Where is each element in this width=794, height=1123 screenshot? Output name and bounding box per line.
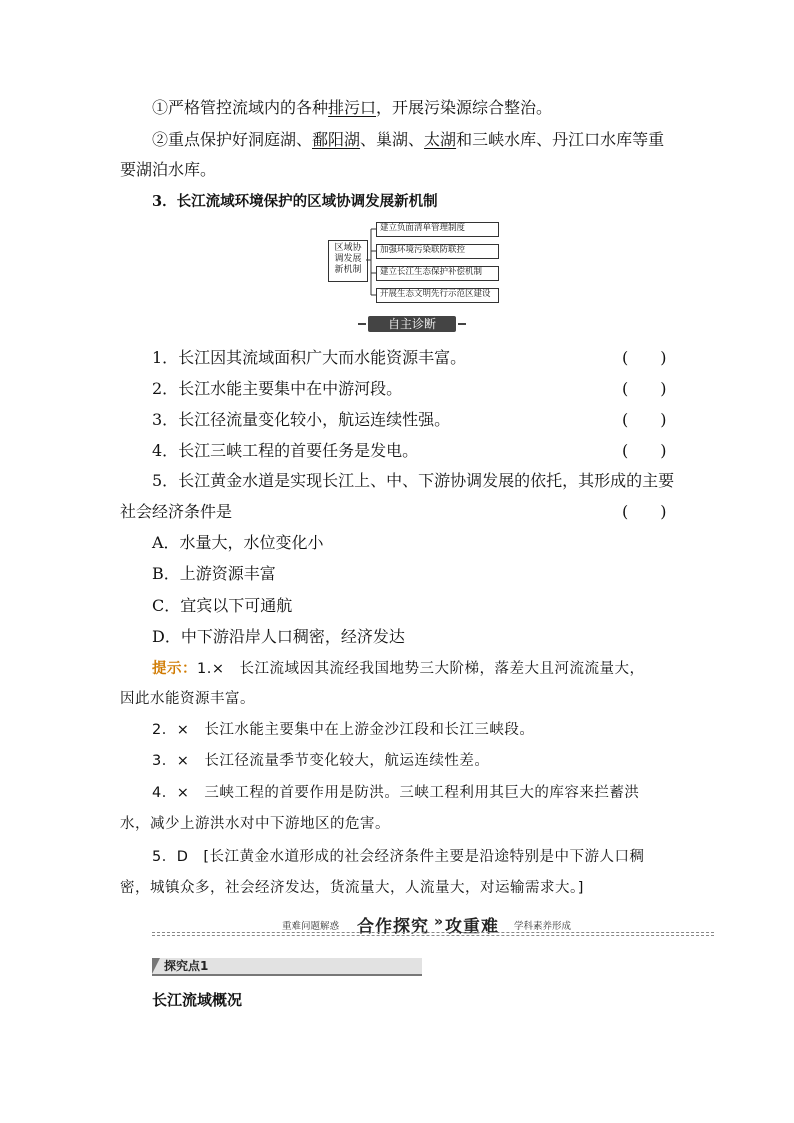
diagram-item-2: 加强环境污染联防联控 bbox=[376, 244, 499, 259]
hint-5: 5．D [长江黄金水道形成的社会经济条件主要是沿途特别是中下游人口稠 bbox=[152, 849, 645, 865]
question-4: 4．长江三峡工程的首要任务是发电。 bbox=[152, 441, 419, 460]
tag-notch-icon bbox=[152, 958, 160, 974]
option-b: B．上游资源丰富 bbox=[152, 564, 276, 583]
diagram-item-1: 建立负面清单管理制度 bbox=[376, 222, 499, 237]
banner-title-2: 攻重难 bbox=[445, 917, 499, 937]
option-d: D．中下游沿岸人口稠密，经济发达 bbox=[152, 627, 405, 646]
self-check-badge: 自主诊断 bbox=[368, 316, 456, 332]
banner-rule-1 bbox=[152, 932, 714, 933]
diagram-item-3: 建立长江生态保护补偿机制 bbox=[376, 266, 499, 281]
option-c: C．宜宾以下可通航 bbox=[152, 596, 293, 615]
hint-label: 提示： bbox=[152, 661, 197, 677]
hint-1-cont: 因此水能资源丰富。 bbox=[120, 691, 255, 707]
explore-point-tag bbox=[152, 958, 422, 976]
hint-5-cont: 密，城镇众多，社会经济发达，货流量大，人流量大，对运输需求大。] bbox=[120, 880, 584, 896]
hint-1: 提示：1.× 长江流域因其流经我国地势三大阶梯，落差大且河流流量大， bbox=[152, 661, 645, 677]
banner-right-text: 学科素养形成 bbox=[514, 921, 572, 932]
option-a: A．水量大，水位变化小 bbox=[152, 533, 324, 552]
answer-blank-4: ( ) bbox=[622, 441, 667, 460]
hint-4-cont: 水，减少上游洪水对中下游地区的危害。 bbox=[120, 816, 390, 832]
question-3: 3．长江径流量变化较小，航运连续性强。 bbox=[152, 410, 451, 429]
banner-rule-2 bbox=[152, 935, 714, 936]
answer-blank-3: ( ) bbox=[622, 410, 667, 429]
hint-3: 3．× 长江径流量季节变化较大，航运连续性差。 bbox=[152, 753, 490, 769]
section-3-title: 3．长江流域环境保护的区域协调发展新机制 bbox=[152, 193, 438, 210]
diagram-item-4: 开展生态文明先行示范区建设 bbox=[376, 288, 499, 303]
measure-2: ②重点保护好洞庭湖、鄱阳湖、巢湖、太湖和三峡水库、丹江口水库等重 bbox=[152, 130, 665, 149]
question-1: 1．长江因其流域面积广大而水能资源丰富。 bbox=[152, 348, 467, 367]
banner-left-text: 重难问题解惑 bbox=[282, 921, 340, 932]
answer-blank-2: ( ) bbox=[622, 379, 667, 398]
banner-title: 合作探究 bbox=[357, 917, 429, 937]
measure-1: ①严格管控流域内的各种排污口，开展污染源综合整治。 bbox=[152, 98, 553, 117]
hint-2: 2．× 长江水能主要集中在上游金沙江段和长江三峡段。 bbox=[152, 722, 535, 738]
question-5-cont: 社会经济条件是 bbox=[120, 502, 233, 521]
banner-arrow-icon: » bbox=[434, 914, 445, 930]
question-5: 5．长江黄金水道是实现长江上、中、下游协调发展的依托，其形成的主要 bbox=[152, 471, 675, 490]
answer-blank-1: ( ) bbox=[622, 348, 667, 367]
section-banner bbox=[152, 912, 714, 937]
explore-heading: 长江流域概况 bbox=[152, 991, 243, 1009]
hint-4: 4．× 三峡工程的首要作用是防洪。三峡工程利用其巨大的库容来拦蓄洪 bbox=[152, 785, 640, 801]
diagram-main-node: 区域协 调发展 新机制 bbox=[328, 240, 368, 282]
answer-blank-5: ( ) bbox=[622, 502, 667, 521]
explore-point-label: 探究点1 bbox=[164, 959, 209, 973]
measure-2-cont: 要湖泊水库。 bbox=[120, 160, 217, 179]
question-2: 2．长江水能主要集中在中游河段。 bbox=[152, 379, 403, 398]
